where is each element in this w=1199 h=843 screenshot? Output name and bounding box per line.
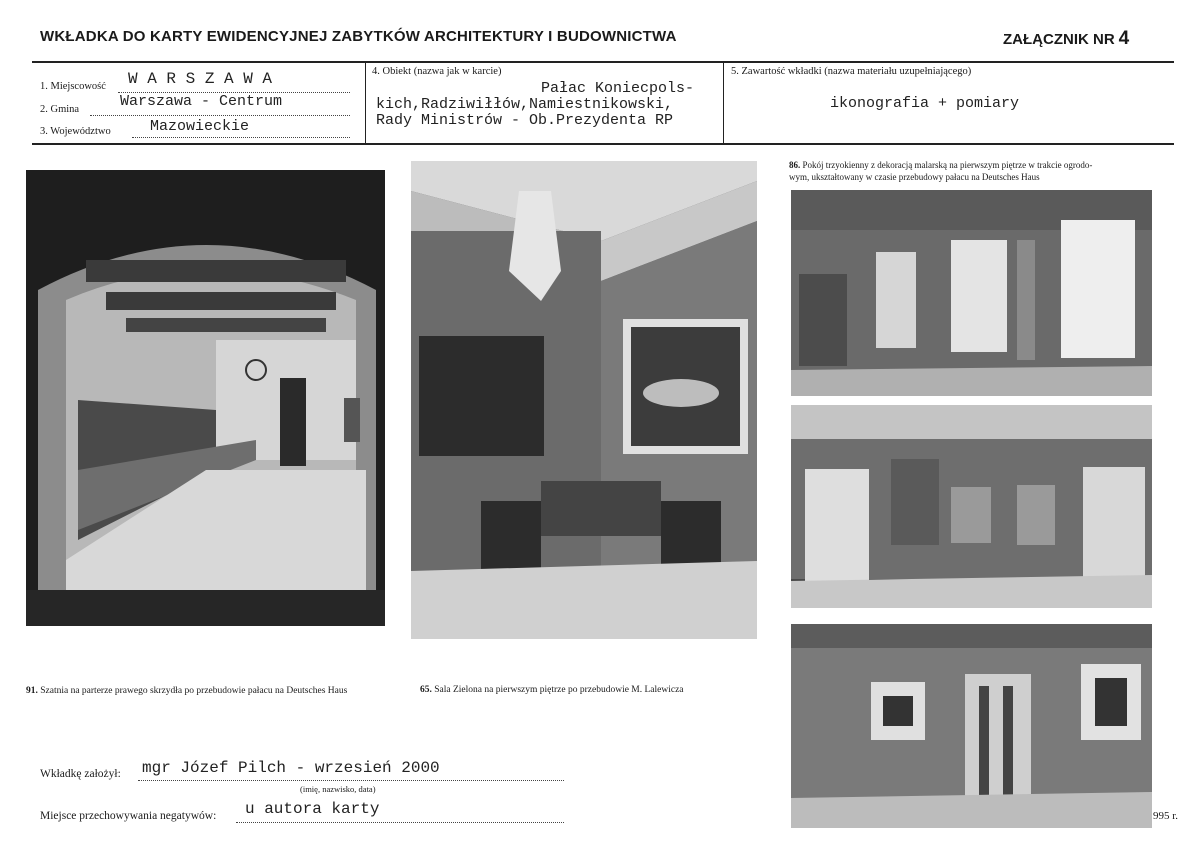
commune-value: Warszawa - Centrum: [120, 93, 283, 110]
object-label: 4. Obiekt (nazwa jak w karcie): [372, 66, 502, 77]
object-line-1: Pałac Koniecpols-: [541, 80, 695, 97]
caption-photo-3: [789, 160, 1092, 170]
negatives-value: u autora karty: [245, 800, 380, 818]
caption-number: 65.: [420, 685, 432, 695]
caption-photo-2: [420, 685, 684, 695]
caption-number: 91.: [26, 686, 38, 696]
photo-three-window-room: [791, 190, 1152, 396]
founder-label: Wkładkę założył:: [40, 768, 121, 780]
column-divider: [723, 63, 724, 143]
photo-cloakroom: [26, 170, 385, 626]
annex-label: ZAŁĄCZNIK NR: [1003, 31, 1115, 48]
object-line-3: Rady Ministrów - Ob.Prezydenta RP: [376, 112, 674, 129]
annex-number: 4: [1118, 28, 1130, 49]
page-number: 995 r.: [1153, 810, 1179, 822]
caption-text: Sala Zielona na pierwszym piętrze po przebudowie M. Lalewicza: [434, 685, 684, 695]
negatives-dots: [236, 822, 564, 823]
object-line-2: kich,Radziwiłłów,Namiestnikowski,: [376, 96, 674, 113]
column-divider: [365, 63, 366, 143]
page-title: WKŁADKA DO KARTY EWIDENCYJNEJ ZABYTKÓW ARCHITEKTURY I BUDOWNICTWA: [40, 28, 677, 45]
negatives-label: Miejsce przechowywania negatywów:: [40, 810, 217, 822]
voivodeship-dots: [132, 137, 350, 138]
content-label: 5. Zawartość wkładki (nazwa materiału uzupełniającego): [731, 66, 972, 77]
founder-dots: [138, 780, 564, 781]
commune-dots: [90, 115, 350, 116]
photo-room-with-doors: [791, 405, 1152, 608]
bottom-rule: [32, 143, 1174, 145]
founder-hint: (imię, nazwisko, data): [300, 784, 376, 794]
photo-hall-with-columns: [791, 624, 1152, 828]
commune-label: 2. Gmina: [40, 104, 80, 115]
voivodeship-value: Mazowieckie: [150, 118, 250, 135]
caption-text: Szatnia na parterze prawego skrzydła po przebudowie pałacu na Deutsches Haus: [40, 686, 348, 696]
founder-value: mgr Józef Pilch - wrzesień 2000: [142, 759, 440, 777]
caption-photo-1: [26, 686, 347, 696]
annex-number-label: [1003, 28, 1129, 50]
caption-photo-3-line-2: wym, ukształtowany w czasie przebudowy pałacu na Deutsches Haus: [789, 172, 1040, 182]
top-rule: [32, 61, 1174, 63]
caption-number: 86.: [789, 160, 801, 170]
caption-text: Pokój trzyokienny z dekoracją malarską na pierwszym piętrze w trakcie ogrodo-: [802, 160, 1093, 170]
voivodeship-label: 3. Województwo: [40, 126, 111, 137]
locality-label: 1. Miejscowość: [40, 81, 106, 92]
locality-value: W A R S Z A W A: [128, 70, 273, 88]
content-value: ikonografia + pomiary: [830, 95, 1020, 112]
photo-green-hall: [411, 161, 757, 639]
